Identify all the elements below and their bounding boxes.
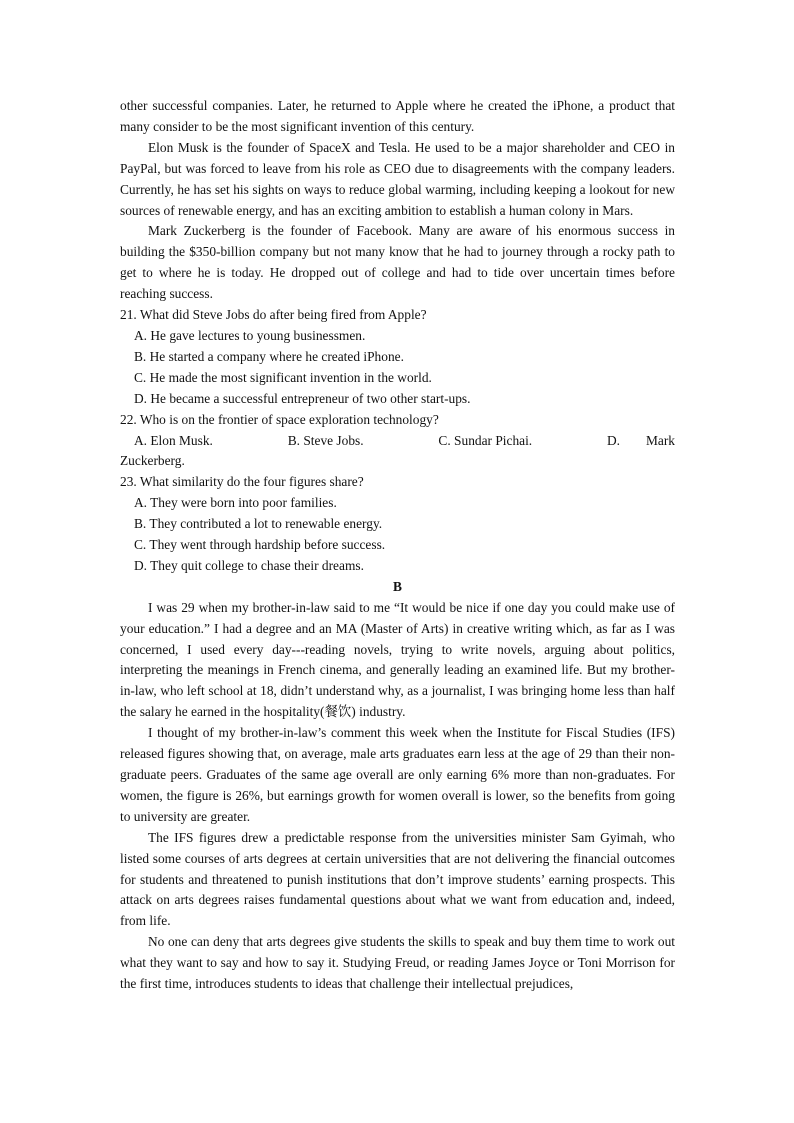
question-22-option-d-name: Mark [645, 432, 675, 448]
paragraph-b-1: I was 29 when my brother-in-law said to me “It would be nice if one day you could make use of your education.” I had a degree and an MA (Master of Arts) in creative writing which, as far as I was concerned, I used every day---reading novels, trying to write novels, arguing about politics, interpreting the meanings in French cinema, and generally leading an examined life. But my brother-in-law, who left school at 18, didn’t understand why, as a journalist, I was bringing home less than half the salary he earned in the hospitality(餐饮) industry. [120, 599, 675, 720]
paragraph-b-3: The IFS figures drew a predictable response from the universities minister Sam Gyimah, who listed some courses of arts degrees at certain universities that are not delivering the financial outcomes for students and threatened to punish institutions that don’t improve students’ earning prospects. This attack on arts degrees raises fundamental questions about what we want from education and, indeed, from life. [120, 829, 675, 929]
question-23-option-d: D. They quit college to chase their dreams. [134, 557, 364, 573]
question-23-stem: 23. What similarity do the four figures share? [120, 474, 364, 490]
question-22 [120, 410, 675, 473]
question-23 [120, 472, 675, 577]
question-21 [120, 305, 675, 410]
question-21-option-b: B. He started a company where he created iPhone. [134, 348, 404, 364]
question-21-stem: 21. What did Steve Jobs do after being fired from Apple? [120, 307, 427, 323]
question-23-option-b: B. They contributed a lot to renewable energy. [134, 516, 383, 532]
question-22-option-d-letter: D. [606, 432, 621, 448]
paragraph-b-4: No one can deny that arts degrees give students the skills to speak and buy them time to work out what they want to say and how to say it. Studying Freud, or reading James Joyce or Toni Morrison for the first time, introduces students to ideas that challenge their intellectual prejudices, [120, 934, 675, 992]
question-23-option-c: C. They went through hardship before success. [134, 537, 386, 553]
question-21-option-c: C. He made the most significant invention in the world. [134, 369, 432, 385]
paragraph-b-2: I thought of my brother-in-law’s comment this week when the Institute for Fiscal Studies (IFS) released figures showing that, on average, male arts graduates earn less at the age of 29 than their non-graduate peers. Graduates of the same age overall are only earning 6% more than non-graduates. For women, the figure is 26%, but earnings growth for women overall is lower, so the benefits from going to university are greater. [120, 725, 675, 824]
section-heading-b: B [393, 578, 402, 594]
question-22-option-d-wrap: Zuckerberg. [120, 453, 185, 469]
paragraph-mark-zuckerberg: Mark Zuckerberg is the founder of Facebook. Many are aware of his enormous success in building the $350-billion company but not many know that he had to journey through a rocky path to get to where he is today. He dropped out of college and had to tide over uncertain times before reaching success. [120, 223, 675, 302]
paragraph-jobs-continued: other successful companies. Later, he returned to Apple where he created the iPhone, a product that many consider to be the most significant invention of this century. [120, 98, 675, 134]
question-22-stem: 22. Who is on the frontier of space exploration technology? [120, 411, 439, 427]
question-22-option-a: A. Elon Musk. [134, 432, 213, 448]
paragraph-elon-musk: Elon Musk is the founder of SpaceX and Tesla. He used to be a major shareholder and CEO in PayPal, but was forced to leave from his role as CEO due to disagreements with the company leaders. Currently, he has set his sights on ways to reduce global warming, including keeping a lookout for new sources of renewable energy, and has an exciting ambition to establish a human colony in Mars. [120, 139, 675, 218]
question-21-option-d: D. He became a successful entrepreneur of two other start-ups. [134, 390, 471, 406]
document-page [120, 96, 675, 995]
question-21-option-a: A. He gave lectures to young businessmen. [134, 327, 366, 343]
question-22-option-c: C. Sundar Pichai. [438, 432, 533, 448]
question-23-option-a: A. They were born into poor families. [134, 495, 337, 511]
question-22-options-row [120, 431, 675, 452]
question-22-option-b: B. Steve Jobs. [287, 432, 364, 448]
question-22-option-d [607, 431, 675, 452]
